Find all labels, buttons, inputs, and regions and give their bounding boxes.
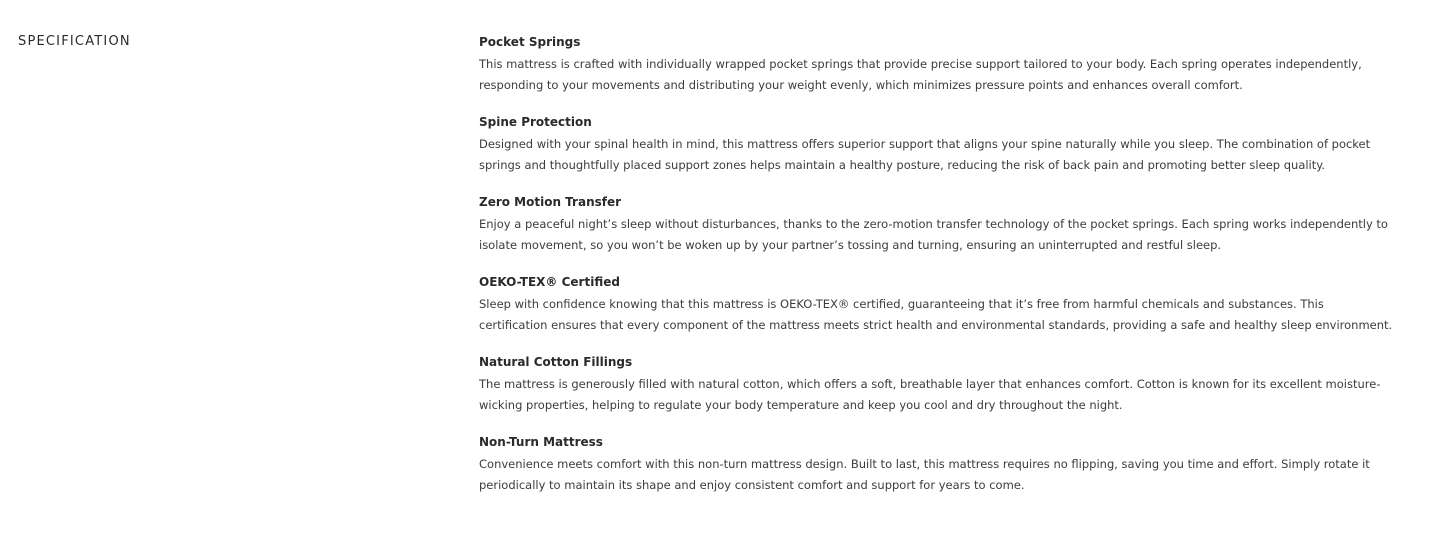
spec-heading: OEKO-TEX® Certified (479, 275, 620, 289)
spec-heading: Pocket Springs (479, 35, 581, 49)
spec-item-zero-motion-transfer (479, 194, 1394, 255)
spec-description: Sleep with confidence knowing that this mattress is OEKO-TEX® certified, guaranteeing that it’s free from harmful chemicals and substances. This certification ensures that every component of the mattress meets strict health and environmental standards, providing a safe and healthy sleep environment. (479, 297, 1393, 332)
spec-description: Convenience meets comfort with this non-turn mattress design. Built to last, this mattress requires no flipping, saving you time and effort. Simply rotate it periodically to maintain its shape and enjoy consistent comfort and support for years to come. (479, 457, 1370, 492)
spec-description: Enjoy a peaceful night’s sleep without disturbances, thanks to the zero-motion transfer technology of the pocket springs. Each spring works independently to isolate movement, so you won’t be woken up by your partner’s tossing and turning, ensuring an uninterrupted and restful sleep. (479, 217, 1388, 252)
spec-heading: Spine Protection (479, 115, 592, 129)
spec-item-oeko-tex-certified (479, 274, 1394, 335)
spec-description: The mattress is generously filled with natural cotton, which offers a soft, breathable layer that enhances comfort. Cotton is known for its excellent moisture-wicking properties, helping to regulate your body temperature and keep you cool and dry throughout the night. (479, 377, 1381, 412)
spec-list (479, 34, 1394, 514)
spec-heading: Natural Cotton Fillings (479, 355, 633, 369)
spec-description: Designed with your spinal health in mind, this mattress offers superior support that aligns your spine naturally while you sleep. The combination of pocket springs and thoughtfully placed support zones helps maintain a healthy posture, reducing the risk of back pain and promoting better sleep quality. (479, 137, 1371, 172)
spec-heading: Non-Turn Mattress (479, 435, 603, 449)
spec-heading: Zero Motion Transfer (479, 195, 622, 209)
spec-item-spine-protection (479, 114, 1394, 175)
spec-description: This mattress is crafted with individually wrapped pocket springs that provide precise support tailored to your body. Each spring operates independently, responding to your movements and distributing your weight evenly, which minimizes pressure points and enhances overall comfort. (479, 57, 1362, 92)
spec-item-pocket-springs (479, 34, 1394, 95)
section-title: SPECIFICATION (18, 34, 131, 49)
spec-item-natural-cotton-fillings (479, 354, 1394, 415)
spec-item-non-turn-mattress (479, 434, 1394, 495)
